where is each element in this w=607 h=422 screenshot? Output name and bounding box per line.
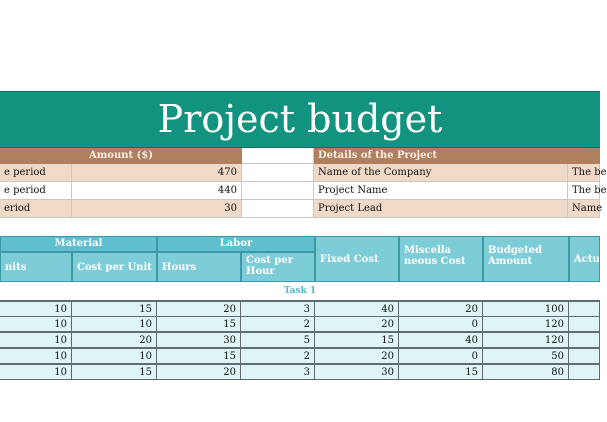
table-cell-cost-per-unit[interactable]: 15 [72, 301, 157, 317]
table-cell-cost-per-unit[interactable]: 10 [72, 316, 157, 332]
table-cell-actual[interactable] [569, 348, 600, 364]
amount-header-label: Amount ($) [88, 150, 154, 161]
table-cell-cost-per-unit[interactable]: 15 [72, 364, 157, 380]
table-cell-misc[interactable]: 20 [399, 301, 483, 317]
amount-header [0, 148, 242, 164]
table-cell-cost-per-hour[interactable]: 5 [241, 332, 315, 348]
table-cell-actual[interactable] [569, 316, 600, 332]
amount-row-value[interactable]: 30 [72, 200, 242, 218]
amount-spacer-cell[interactable] [242, 200, 314, 218]
table-cell-cost-per-hour[interactable]: 2 [241, 316, 315, 332]
labor-label: Labor [219, 238, 253, 249]
amount-spacer-header [242, 148, 314, 164]
material-group-header [0, 236, 157, 252]
table-cell-budgeted[interactable]: 120 [483, 332, 569, 348]
table-cell-hours[interactable]: 30 [157, 332, 241, 348]
table-cell-misc[interactable]: 15 [399, 364, 483, 380]
table-row [0, 316, 600, 332]
table-row [0, 348, 600, 364]
amount-row-value[interactable]: 470 [72, 164, 242, 182]
table-cell-units[interactable]: 10 [0, 332, 72, 348]
table-cell-cost-per-hour[interactable]: 3 [241, 364, 315, 380]
table-cell-hours[interactable]: 15 [157, 348, 241, 364]
table-cell-actual[interactable] [569, 332, 600, 348]
table-cell-fixed[interactable]: 40 [315, 301, 399, 317]
table-cell-fixed[interactable]: 20 [315, 316, 399, 332]
table-cell-fixed[interactable]: 20 [315, 348, 399, 364]
table-cell-units[interactable]: 10 [0, 316, 72, 332]
page-title: Project budget [157, 97, 443, 141]
table-row [0, 332, 600, 348]
table-cell-budgeted[interactable]: 80 [483, 364, 569, 380]
table-cell-units[interactable]: 10 [0, 301, 72, 317]
amount-row-value[interactable]: 440 [72, 182, 242, 200]
table-cell-cost-per-hour[interactable]: 2 [241, 348, 315, 364]
col-header-misc-cost: Miscella neous Cost [399, 236, 483, 282]
table-cell-fixed[interactable]: 30 [315, 364, 399, 380]
details-row-label[interactable]: Project Lead [314, 200, 568, 218]
table-cell-cost-per-unit[interactable]: 10 [72, 348, 157, 364]
col-header-cost-per-hour: Cost per Hour [241, 252, 315, 282]
labor-group-header [157, 236, 315, 252]
col-header-budgeted-amount: Budgeted Amount [483, 236, 569, 282]
table-cell-hours[interactable]: 20 [157, 364, 241, 380]
table-cell-misc[interactable]: 0 [399, 316, 483, 332]
col-header-fixed-cost: Fixed Cost [315, 236, 399, 282]
table-cell-budgeted[interactable]: 120 [483, 316, 569, 332]
amount-row-label[interactable]: eriod [0, 200, 72, 218]
table-cell-fixed[interactable]: 15 [315, 332, 399, 348]
table-cell-actual[interactable] [569, 364, 600, 380]
col-header-cost-per-unit: Cost per Unit [72, 252, 157, 282]
table-cell-cost-per-hour[interactable]: 3 [241, 301, 315, 317]
amount-row-label[interactable]: e period [0, 164, 72, 182]
table-cell-misc[interactable]: 0 [399, 348, 483, 364]
table-cell-hours[interactable]: 20 [157, 301, 241, 317]
amount-row-label[interactable]: e period [0, 182, 72, 200]
details-header-label: Details of the Project [318, 150, 438, 161]
material-label: Material [54, 238, 103, 249]
col-header-units: nits [0, 252, 72, 282]
details-row-value[interactable]: Name [568, 200, 600, 218]
table-row [0, 364, 600, 380]
details-header [314, 148, 600, 164]
details-row-label[interactable]: Name of the Company [314, 164, 568, 182]
table-row [0, 300, 600, 316]
details-row-label[interactable]: Project Name [314, 182, 568, 200]
table-cell-units[interactable]: 10 [0, 364, 72, 380]
amount-spacer-cell[interactable] [242, 164, 314, 182]
table-cell-actual[interactable] [569, 301, 600, 317]
details-row-value[interactable]: The be [568, 182, 600, 200]
task-label: Task 1 [283, 286, 317, 296]
title-banner [0, 91, 600, 148]
table-cell-budgeted[interactable]: 50 [483, 348, 569, 364]
amount-spacer-cell[interactable] [242, 182, 314, 200]
table-cell-units[interactable]: 10 [0, 348, 72, 364]
table-cell-hours[interactable]: 15 [157, 316, 241, 332]
col-header-hours: Hours [157, 252, 241, 282]
table-cell-misc[interactable]: 40 [399, 332, 483, 348]
details-row-value[interactable]: The be [568, 164, 600, 182]
table-cell-cost-per-unit[interactable]: 20 [72, 332, 157, 348]
col-header-actual: Actua [569, 236, 600, 282]
table-cell-budgeted[interactable]: 100 [483, 301, 569, 317]
